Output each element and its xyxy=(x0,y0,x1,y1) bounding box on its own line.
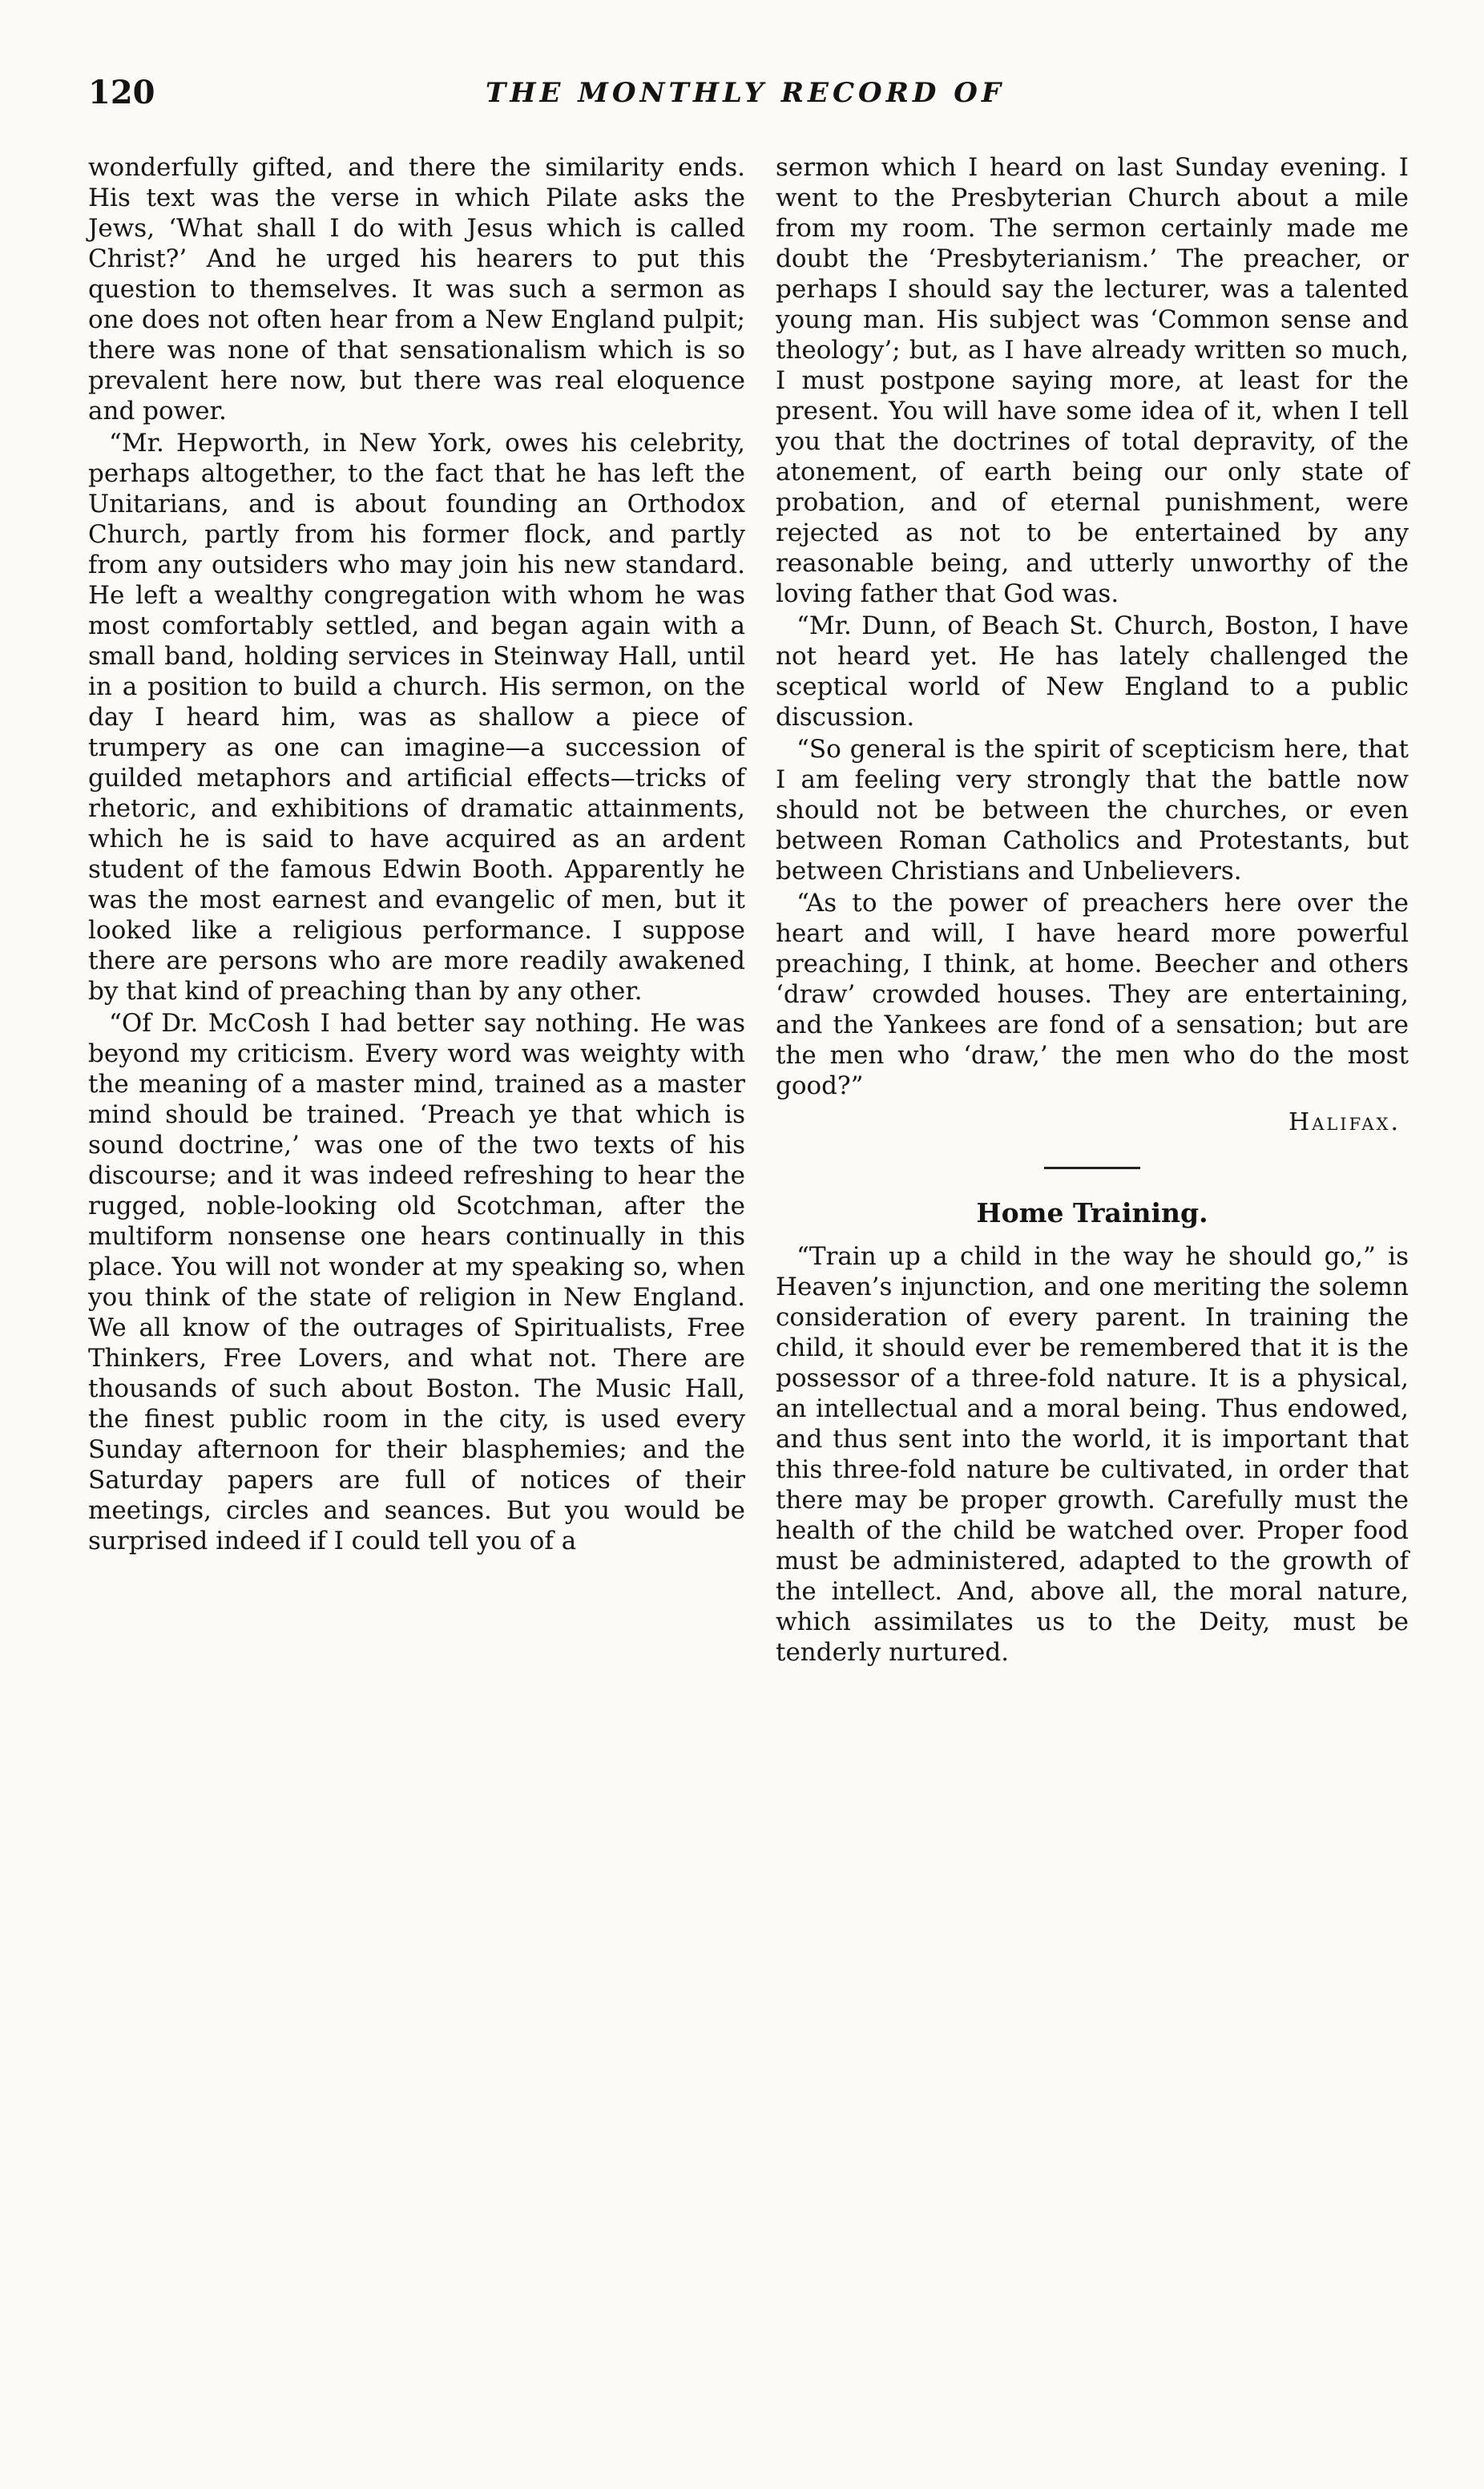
paragraph: “Train up a child in the way he should go,” is Heaven’s injunction, and one meriting the solemn consideration of every parent. In training the child, it should ever be remembered that it is the possessor of a three-fold nature. It is a physical, an intellectual and a moral being. Thus endowed, and thus sent into the world, it is important that this three-fold nature be cultivated, in order that there may be proper growth. Carefully must the health of the child be watched over. Proper food must be administered, adapted to the growth of the intellect. And, above all, the moral nature, which assimilates us to the Deity, must be tenderly nurtured. xyxy=(776,1242,1409,1667)
paragraph: wonderfully gifted, and there the similarity ends. His text was the verse in which Pilate asks the Jews, ‘What shall I do with Jesus which is called Christ?’ And he urged his hearers to put this question to themselves. It was such a sermon as one does not often hear from a New England pulpit; there was none of that sensationalism which is so prevalent here now, but there was real eloquence and power. xyxy=(88,153,745,426)
paragraph: “Mr. Dunn, of Beach St. Church, Boston, I have not heard yet. He has lately challenged the sceptical world of New England to a public discussion. xyxy=(776,611,1409,732)
right-column xyxy=(776,152,1409,1668)
section-divider xyxy=(1044,1167,1140,1169)
page-number: 120 xyxy=(88,74,155,111)
paragraph: “Of Dr. McCosh I had better say nothing. He was beyond my criticism. Every word was weighty with the meaning of a master mind, trained as a master mind should be trained. ‘Preach ye that which is sound doctrine,’ was one of the two texts of his discourse; and it was indeed refreshing to hear the rugged, noble-looking old Scotchman, after the multiform nonsense one hears continually in this place. You will not wonder at my speaking so, when you think of the state of religion in New England. We all know of the outrages of Spiritualists, Free Thinkers, Free Lovers, and what not. There are thousands of such about Boston. The Music Hall, the finest public room in the city, is used every Sunday afternoon for their blasphemies; and the Saturday papers are full of notices of their meetings, circles and seances. But you would be surprised indeed if I could tell you of a xyxy=(88,1009,745,1555)
paragraph: “As to the power of preachers here over the heart and will, I have heard more powerful preaching, I think, at home. Beecher and others ‘draw’ crowded houses. They are entertaining, and the Yankees are fond of a sensation; but are the men who ‘draw,’ the men who do the most good?” xyxy=(776,889,1409,1100)
paragraph: “So general is the spirit of scepticism here, that I am feeling very strongly that the battle now should not be between the churches, or even between Roman Catholics and Protestants, but between Christians and Unbelievers. xyxy=(776,735,1409,885)
paragraph: “Mr. Hepworth, in New York, owes his celebrity, perhaps altogether, to the fact that he has left the Unitarians, and is about founding an Orthodox Church, partly from his former flock, and partly from any outsiders who may join his new standard. He left a wealthy congregation with whom he was most comfortably settled, and began again with a small band, holding services in Steinway Hall, until in a position to build a church. His sermon, on the day I heard him, was as shallow a piece of trumpery as one can imagine—a succession of guilded metaphors and artificial effects—tricks of rhetoric, and exhibitions of dramatic attainments, which he is said to have acquired as an ardent student of the famous Edwin Booth. Apparently he was the most earnest and evangelic of men, but it looked like a religious performance. I suppose there are persons who are more readily awakened by that kind of preaching than by any other. xyxy=(88,429,745,1006)
running-head: THE MONTHLY RECORD OF xyxy=(486,77,1005,109)
letter-signature: Halifax. xyxy=(1288,1108,1401,1136)
left-column xyxy=(88,152,745,1556)
page-header xyxy=(88,74,1402,122)
paragraph: sermon which I heard on last Sunday evening. I went to the Presbyterian Church about a mile from my room. The sermon certainly made me doubt the ‘Presbyterianism.’ The preacher, or perhaps I should say the lecturer, was a talented young man. His subject was ‘Common sense and theology’; but, as I have already written so much, I must postpone saying more, at least for the present. You will have some idea of it, when I tell you that the doctrines of total depravity, of the atonement, of earth being our only state of probation, and of eternal punishment, were rejected as not to be entertained by any reasonable being, and utterly unworthy of the loving father that God was. xyxy=(776,153,1409,608)
section-title: Home Training. xyxy=(976,1197,1208,1228)
